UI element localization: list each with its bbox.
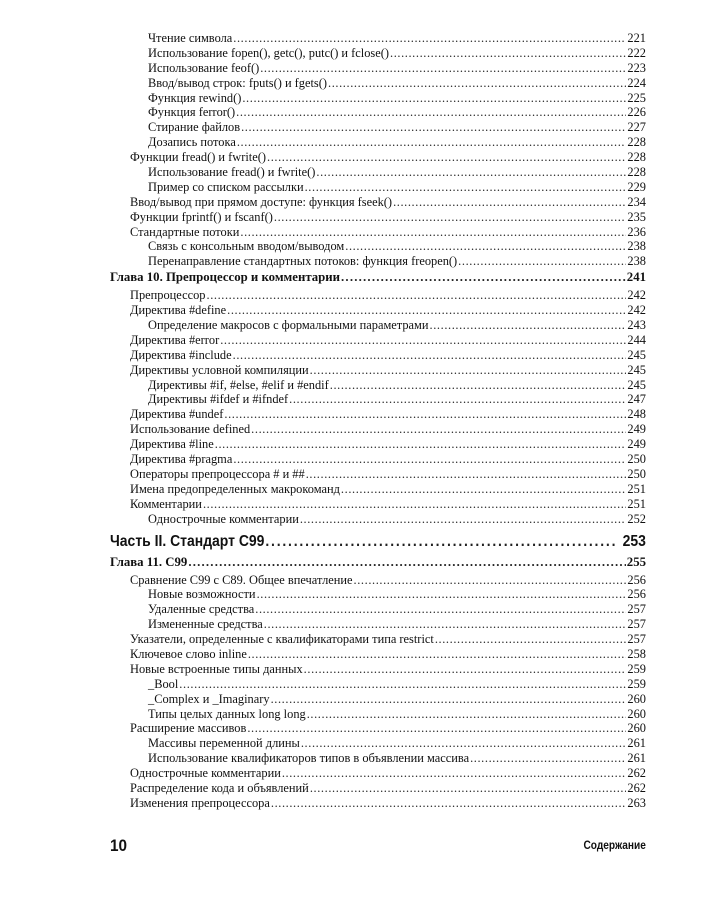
- dot-leader: [188, 554, 625, 570]
- dot-leader: [207, 288, 627, 303]
- toc-entry: [110, 46, 646, 61]
- toc-entry-page: 242: [627, 303, 646, 318]
- dot-leader: [227, 303, 626, 318]
- toc-entry: [110, 677, 646, 692]
- dot-leader: [307, 707, 627, 722]
- toc-entry-page: 256: [627, 587, 646, 602]
- toc-entry: [110, 467, 646, 482]
- dot-leader: [458, 254, 626, 269]
- toc-entry: [110, 707, 646, 722]
- dot-leader: [470, 751, 626, 766]
- toc-entry: [110, 135, 646, 150]
- toc-entry-title: Директива #line: [130, 437, 214, 452]
- dot-leader: [430, 318, 627, 333]
- toc-entry-title: Пример со списком рассылки: [148, 179, 304, 194]
- toc-entry-page: 243: [627, 318, 646, 333]
- toc-entry-title: Функция ferror(): [148, 105, 236, 120]
- toc-entry-page: 261: [627, 751, 646, 766]
- toc-entry-page: 257: [627, 602, 646, 617]
- toc-entry: [110, 105, 646, 120]
- toc-entry-page: 262: [627, 766, 646, 781]
- toc-entry-title: Использование fread() и fwrite(): [148, 165, 316, 180]
- toc-part-heading: [110, 531, 646, 553]
- toc-entry-title: _Complex и _Imaginary: [148, 691, 270, 706]
- toc-entry: [110, 378, 646, 393]
- toc-entry-page: 250: [627, 452, 646, 467]
- toc-entry-title: Комментарии: [130, 496, 202, 511]
- toc-entry-page: 251: [627, 496, 646, 511]
- toc-entry-title: Операторы препроцессора # и ##: [130, 466, 305, 481]
- toc-entry-page: 261: [627, 736, 646, 751]
- toc-entry-title: Использование feof(): [148, 60, 260, 75]
- toc-entry-title: Директивы #if, #else, #elif и #endif: [148, 377, 329, 392]
- dot-leader: [345, 239, 626, 254]
- toc-entry: [110, 363, 646, 378]
- toc-entry-title: Директива #undef: [130, 407, 224, 422]
- table-of-contents: [110, 31, 646, 811]
- toc-entry-page: 227: [627, 120, 646, 135]
- dot-leader: [435, 632, 627, 647]
- toc-entry: [110, 392, 646, 407]
- dot-leader: [310, 781, 627, 796]
- toc-entry-title: Директива #include: [130, 347, 232, 362]
- dot-leader: [271, 692, 627, 707]
- toc-entry-title: Стирание файлов: [148, 120, 241, 135]
- toc-entry-page: 225: [627, 90, 646, 105]
- dot-leader: [393, 195, 626, 210]
- toc-entry-title: Препроцессор: [130, 288, 206, 303]
- toc-entry: [110, 288, 646, 303]
- toc-entry: [110, 632, 646, 647]
- dot-leader: [330, 378, 627, 393]
- toc-entry: [110, 31, 646, 46]
- dot-leader: [236, 105, 626, 120]
- toc-entry: [110, 180, 646, 195]
- toc-entry-title: Использование defined: [130, 422, 251, 437]
- dot-leader: [267, 150, 626, 165]
- toc-entry-title: Новые возможности: [148, 587, 256, 602]
- toc-chapter-heading: [110, 269, 646, 285]
- toc-entry-page: 223: [627, 60, 646, 75]
- toc-entry: [110, 573, 646, 588]
- toc-entry-title: Новые встроенные типы данных: [130, 661, 303, 676]
- toc-entry-page: 253: [622, 532, 646, 550]
- toc-entry: [110, 721, 646, 736]
- toc-entry: [110, 150, 646, 165]
- toc-entry-page: 242: [627, 288, 646, 303]
- toc-entry-title: Использование fopen(), getc(), putc() и fclose(): [148, 45, 389, 60]
- toc-entry-page: 256: [627, 572, 646, 587]
- toc-entry-page: 238: [627, 239, 646, 254]
- toc-entry-page: 229: [627, 179, 646, 194]
- dot-leader: [289, 392, 626, 407]
- toc-entry-title: Функция rewind(): [148, 90, 242, 105]
- dot-leader: [248, 647, 627, 662]
- toc-entry-page: 249: [627, 422, 646, 437]
- toc-entry: [110, 452, 646, 467]
- toc-entry-title: Ввод/вывод строк: fputs() и fgets(): [148, 75, 328, 90]
- toc-entry-title: Измененные средства: [148, 617, 263, 632]
- dot-leader: [390, 46, 626, 61]
- toc-entry-page: 241: [626, 270, 646, 285]
- toc-entry: [110, 437, 646, 452]
- toc-entry: [110, 239, 646, 254]
- toc-entry-title: Дозапись потока: [148, 135, 236, 150]
- toc-entry-page: 249: [627, 437, 646, 452]
- toc-entry-page: 245: [627, 362, 646, 377]
- toc-entry-title: Стандартные потоки: [130, 224, 240, 239]
- toc-entry-page: 260: [627, 721, 646, 736]
- dot-leader: [316, 165, 626, 180]
- toc-entry-page: 262: [627, 780, 646, 795]
- toc-entry: [110, 76, 646, 91]
- toc-entry-title: Использование квалификаторов типов в объявлении массива: [148, 751, 470, 766]
- toc-entry-page: 236: [627, 224, 646, 239]
- dot-leader: [305, 180, 627, 195]
- toc-entry-title: Функции fprintf() и fscanf(): [130, 209, 273, 224]
- toc-entry-title: Перенаправление стандартных потоков: функция freopen(): [148, 254, 458, 269]
- toc-entry: [110, 318, 646, 333]
- toc-entry: [110, 210, 646, 225]
- toc-entry-title: Чтение символа: [148, 31, 233, 45]
- dot-leader: [310, 363, 627, 378]
- toc-chapter-heading: [110, 554, 646, 570]
- dot-leader: [247, 721, 626, 736]
- toc-entry-title: Директива #define: [130, 303, 227, 318]
- toc-entry-page: 258: [627, 646, 646, 661]
- toc-entry-title: Удаленные средства: [148, 602, 255, 617]
- toc-entry-title: Массивы переменной длины: [148, 736, 300, 751]
- running-title: Содержание: [583, 840, 646, 852]
- toc-entry-title: Глава 11. C99: [110, 554, 188, 569]
- toc-entry: [110, 225, 646, 240]
- toc-entry-title: Сравнение C99 с C89. Общее впечатление: [130, 572, 353, 587]
- toc-entry: [110, 647, 646, 662]
- page-number: 10: [110, 836, 128, 855]
- toc-entry: [110, 692, 646, 707]
- toc-entry-page: 221: [627, 31, 646, 45]
- dot-leader: [300, 512, 627, 527]
- toc-entry: [110, 751, 646, 766]
- toc-entry-page: 248: [627, 407, 646, 422]
- dot-leader: [179, 677, 626, 692]
- page-footer: [110, 836, 646, 856]
- dot-leader: [341, 482, 626, 497]
- toc-entry: [110, 602, 646, 617]
- dot-leader: [224, 407, 626, 422]
- toc-entry: [110, 303, 646, 318]
- toc-entry: [110, 407, 646, 422]
- dot-leader: [237, 135, 627, 150]
- toc-entry-title: Глава 10. Препроцессор и комментарии: [110, 270, 341, 285]
- toc-entry: [110, 254, 646, 269]
- toc-entry: [110, 512, 646, 527]
- dot-leader: [251, 422, 626, 437]
- toc-entry-page: 245: [627, 347, 646, 362]
- toc-entry-page: 235: [627, 209, 646, 224]
- toc-entry-page: 234: [627, 194, 646, 209]
- toc-entry-page: 245: [627, 377, 646, 392]
- toc-entry-page: 224: [627, 75, 646, 90]
- dot-leader: [260, 61, 626, 76]
- toc-entry: [110, 61, 646, 76]
- toc-entry: [110, 91, 646, 106]
- toc-entry: [110, 165, 646, 180]
- dot-leader: [304, 662, 627, 677]
- toc-entry-title: Однострочные комментарии: [148, 511, 299, 526]
- toc-entry-title: Имена предопределенных макрокоманд: [130, 481, 340, 496]
- dot-leader: [233, 348, 627, 363]
- toc-entry: [110, 195, 646, 210]
- dot-leader: [301, 736, 627, 751]
- dot-leader: [255, 602, 626, 617]
- toc-entry-page: 222: [627, 45, 646, 60]
- dot-leader: [354, 573, 627, 588]
- toc-entry-page: 260: [627, 691, 646, 706]
- dot-leader: [233, 31, 626, 46]
- toc-entry-title: Распределение кода и объявлений: [130, 780, 309, 795]
- dot-leader: [341, 269, 626, 285]
- toc-entry-page: 255: [626, 554, 646, 569]
- toc-entry: [110, 333, 646, 348]
- toc-entry: [110, 482, 646, 497]
- toc-entry-title: Связь с консольным вводом/выводом: [148, 239, 345, 254]
- dot-leader: [264, 617, 627, 632]
- toc-entry: [110, 422, 646, 437]
- toc-entry: [110, 781, 646, 796]
- toc-entry: [110, 587, 646, 602]
- toc-entry-page: 247: [627, 392, 646, 407]
- dot-leader: [240, 225, 626, 240]
- toc-entry-title: Определение макросов с формальными параметрами: [148, 318, 429, 333]
- toc-entry-page: 257: [627, 632, 646, 647]
- toc-entry-page: 260: [627, 706, 646, 721]
- toc-entry-title: Расширение массивов: [130, 721, 247, 736]
- toc-entry-title: Типы целых данных long long: [148, 706, 306, 721]
- toc-entry-page: 228: [627, 165, 646, 180]
- toc-entry: [110, 497, 646, 512]
- toc-entry-title: Директивы условной компиляции: [130, 362, 309, 377]
- toc-entry-page: 263: [627, 795, 646, 810]
- toc-entry: [110, 348, 646, 363]
- toc-entry-page: 244: [627, 332, 646, 347]
- toc-entry-title: Директивы #ifdef и #ifndef: [148, 392, 289, 407]
- dot-leader: [242, 91, 626, 106]
- toc-entry-page: 259: [627, 661, 646, 676]
- toc-entry-title: Директива #error: [130, 332, 220, 347]
- toc-entry-title: Ключевое слово inline: [130, 646, 247, 661]
- dot-leader: [274, 210, 627, 225]
- toc-entry-title: Ввод/вывод при прямом доступе: функция fseek(): [130, 194, 393, 209]
- toc-entry-title: Функции fread() и fwrite(): [130, 150, 266, 165]
- dot-leader: [220, 333, 626, 348]
- dot-leader: [233, 452, 626, 467]
- toc-entry: [110, 617, 646, 632]
- toc-entry-title: Изменения препроцессора: [130, 795, 270, 810]
- dot-leader: [328, 76, 626, 91]
- toc-entry: [110, 662, 646, 677]
- toc-entry-title: Указатели, определенные с квалификаторами типа restrict: [130, 632, 434, 647]
- dot-leader: [241, 120, 626, 135]
- toc-entry-title: Директива #pragma: [130, 452, 233, 467]
- toc-entry-page: 250: [627, 466, 646, 481]
- toc-entry-page: 259: [627, 676, 646, 691]
- dot-leader: [257, 587, 627, 602]
- toc-entry-title: _Bool: [148, 676, 179, 691]
- toc-entry-page: 226: [627, 105, 646, 120]
- toc-entry: [110, 736, 646, 751]
- dot-leader: [265, 531, 617, 553]
- dot-leader: [271, 796, 627, 811]
- toc-entry-page: 252: [627, 511, 646, 526]
- toc-entry: [110, 796, 646, 811]
- toc-entry-page: 251: [627, 481, 646, 496]
- toc-entry-page: 238: [627, 254, 646, 269]
- toc-entry-title: Часть II. Стандарт C99: [110, 532, 265, 550]
- dot-leader: [215, 437, 627, 452]
- toc-entry: [110, 120, 646, 135]
- dot-leader: [306, 467, 627, 482]
- dot-leader: [203, 497, 626, 512]
- toc-entry-title: Однострочные комментарии: [130, 766, 281, 781]
- dot-leader: [282, 766, 627, 781]
- toc-entry: [110, 766, 646, 781]
- toc-entry-page: 257: [627, 617, 646, 632]
- toc-entry-page: 228: [627, 150, 646, 165]
- toc-entry-page: 228: [627, 135, 646, 150]
